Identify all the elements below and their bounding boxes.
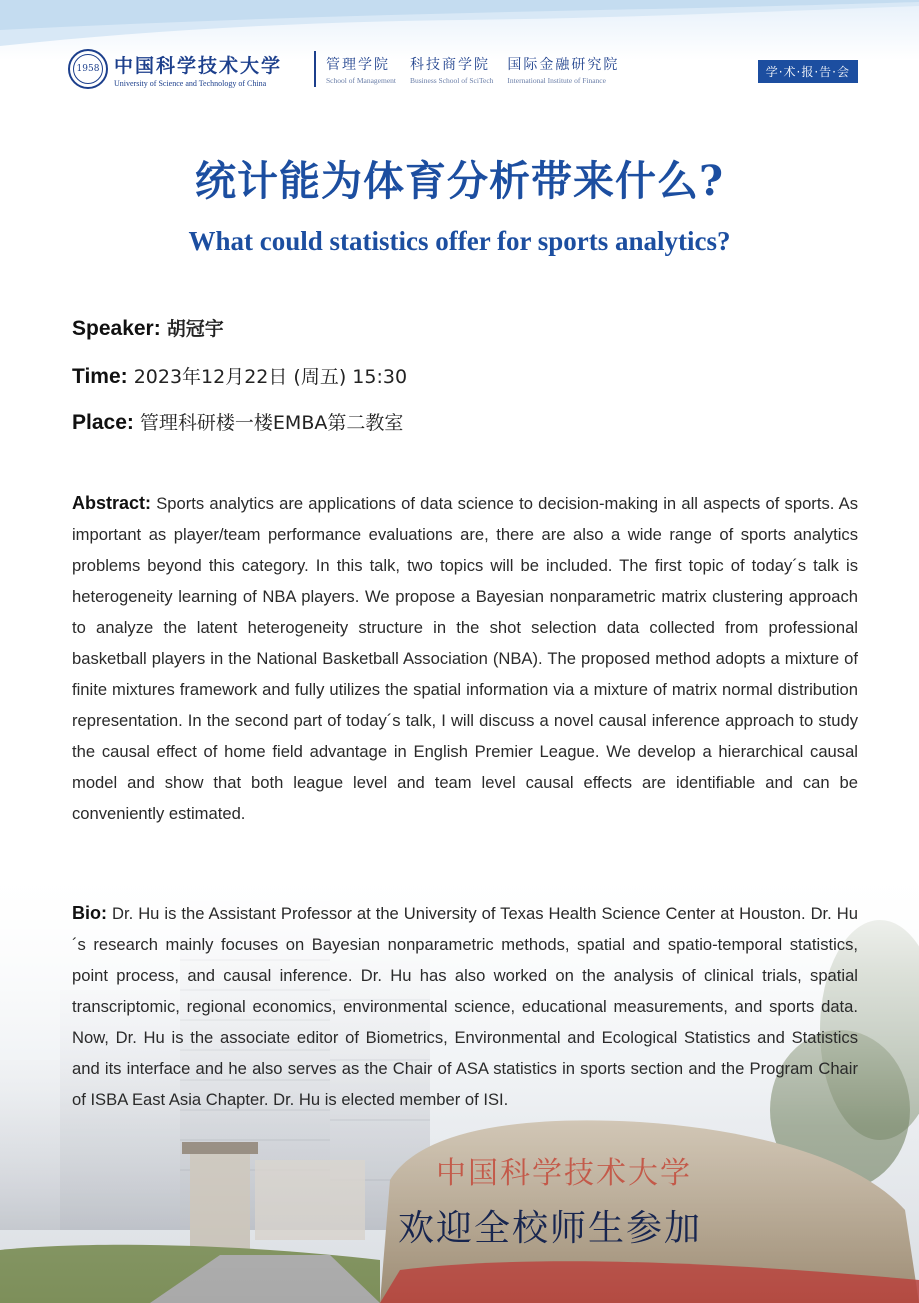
abstract-paragraph [72, 488, 858, 829]
title-english: What could statistics offer for sports analytics? [188, 226, 731, 256]
university-logo [114, 51, 300, 88]
welcome-slogan: 欢迎全校师生参加 [398, 1208, 703, 1249]
place-value: 管理科研楼一楼EMBA第二教室 [139, 412, 404, 434]
bio-label: Bio: [72, 903, 107, 923]
title-chinese: 统计能为体育分析带来什么? [194, 157, 725, 205]
university-name-en: University of Science and Technology of China [114, 78, 267, 88]
speaker-name: 胡冠宇 [166, 318, 224, 340]
time-label: Time: [72, 365, 128, 388]
school-business-scitech: 科技商学院 Business School of SciTech [409, 56, 494, 85]
header [68, 44, 858, 94]
university-seal-icon: 1958 [68, 49, 108, 89]
bio-paragraph [72, 898, 858, 1115]
abstract-text: Sports analytics are applications of data science to decision-making in all aspects of sports. As important as player/team performance evaluations are, there are also a wide range of sports analytics problems beyond this category. In this talk, two topics will be included. The first topic of today´s talk is heterogeneity learning of NBA players. We propose a Bayesian nonparametric matrix clustering approach to analyze the latent heterogeneity structure in the shot selection data collected from professional basketball players in the National Basketball Association (NBA). The proposed method adopts a mixture of finite mixtures framework and fully utilizes the spatial information via a mixture of matrix normal distribution representation. In the second part of today´s talk, I will discuss a novel causal inference approach to study the causal effect of home field advantage in English Premier League. We develop a hierarchical causal model and show that both league level and team level causal effects are identifiable and can be conveniently estimated. [72, 494, 858, 823]
bio-text: Dr. Hu is the Assistant Professor at the University of Texas Health Science Center at Houston. Dr. Hu´s research mainly focuses on Bayesian nonparametric methods, spatial and spatio-temporal statistics, point process, and causal inference. Dr. Hu has also worked on the analysis of clinical trials, spatial transcriptomic, regional economics, environmental science, educational measurements, and sports data. Now, Dr. Hu is the associate editor of Biometrics, Environmental and Ecological Statistics and Statistics and its interface and he also serves as the Chair of ASA statistics in sports section and the Program Chair of ISBA East Asia Chapter. Dr. Hu is elected member of ISI. [72, 904, 858, 1109]
university-name-cn: 中国科学技术大学 [114, 54, 283, 77]
place-label: Place: [72, 411, 134, 434]
speaker-label: Speaker: [72, 317, 161, 340]
abstract-label: Abstract: [72, 493, 152, 513]
school-management: 管理学院 School of Management [326, 56, 396, 85]
header-divider [314, 51, 316, 87]
rock-inscription: 中国科学技术大学 [436, 1156, 692, 1191]
seminar-tag: 学·术·报·告·会 [758, 60, 858, 83]
place-row [72, 408, 403, 435]
time-value: 2023年12月22日 (周五) 15:30 [133, 366, 408, 388]
school-finance-institute: 国际金融研究院 International Institute of Finance [507, 56, 620, 85]
speaker-row [72, 314, 224, 341]
time-row [72, 362, 407, 389]
